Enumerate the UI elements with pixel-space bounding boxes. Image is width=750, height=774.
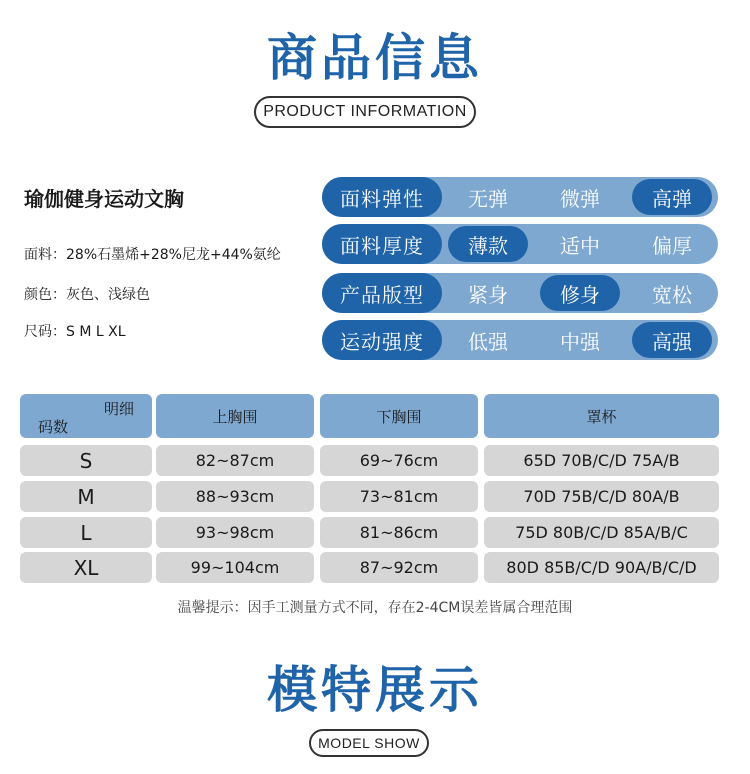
table-cell: 73~81cm: [320, 481, 478, 512]
table-size-cell: L: [20, 517, 152, 548]
attribute-option-label: 薄款: [448, 226, 528, 262]
attribute-bar: [322, 273, 718, 313]
table-cell: 69~76cm: [320, 445, 478, 476]
size-spec: 尺码：S M L XL: [24, 324, 126, 340]
attribute-option-selected: [534, 273, 626, 313]
fabric-spec: 面料：28%石墨烯+28%尼龙+44%氨纶: [24, 247, 281, 263]
measurement-note: 温馨提示：因手工测量方式不同，存在2-4CM误差皆属合理范围: [177, 600, 573, 616]
attribute-option-label: 适中: [560, 233, 600, 258]
product-name: 瑜伽健身运动文胸: [24, 187, 184, 211]
attribute-option-selected: [442, 224, 534, 264]
attribute-option-label: 高弹: [632, 179, 712, 215]
attribute-option: [626, 224, 718, 264]
attribute-option-label: 紧身: [468, 282, 508, 307]
table-size-cell: S: [20, 445, 152, 476]
table-size-cell: XL: [20, 552, 152, 583]
attribute-option-label: 低强: [468, 329, 508, 354]
attribute-option: [534, 177, 626, 217]
attribute-bar: [322, 320, 718, 360]
table-header-cell: 上胸围: [156, 394, 314, 438]
table-cell: 82~87cm: [156, 445, 314, 476]
model-section-title: 模特展示: [267, 661, 483, 719]
attribute-option-selected: [626, 320, 718, 360]
table-cell: 75D 80B/C/D 85A/B/C: [484, 517, 719, 548]
table-header-cell: 下胸围: [320, 394, 478, 438]
attribute-option: [442, 320, 534, 360]
table-cell: 70D 75B/C/D 80A/B: [484, 481, 719, 512]
section-title: 商品信息: [267, 29, 483, 87]
table-header-cell: 罩杯: [484, 394, 719, 438]
table-cell: 88~93cm: [156, 481, 314, 512]
attribute-option-label: 修身: [540, 275, 620, 311]
table-cell: 99~104cm: [156, 552, 314, 583]
attribute-option-label: 无弹: [468, 186, 508, 211]
table-cell: 81~86cm: [320, 517, 478, 548]
attribute-bar: [322, 224, 718, 264]
attribute-label: 面料弹性: [322, 177, 442, 217]
attribute-option-label: 中强: [560, 329, 600, 354]
attribute-option-label: 宽松: [652, 282, 692, 307]
section-subtitle: PRODUCT INFORMATION: [254, 96, 476, 128]
attribute-bar: [322, 177, 718, 217]
attribute-option-label: 微弹: [560, 186, 600, 211]
table-cell: 80D 85B/C/D 90A/B/C/D: [484, 552, 719, 583]
model-section-subtitle: MODEL SHOW: [309, 729, 429, 757]
attribute-option: [442, 273, 534, 313]
corner-bottom-label: 码数: [38, 418, 69, 436]
table-size-cell: M: [20, 481, 152, 512]
attribute-option: [626, 273, 718, 313]
attribute-label: 运动强度: [322, 320, 442, 360]
table-cell: 93~98cm: [156, 517, 314, 548]
attribute-option-label: 偏厚: [652, 233, 692, 258]
attribute-label: 面料厚度: [322, 224, 442, 264]
attribute-option: [442, 177, 534, 217]
attribute-option-label: 高强: [632, 322, 712, 358]
corner-top-label: 明细: [104, 400, 135, 418]
table-cell: 87~92cm: [320, 552, 478, 583]
attribute-option: [534, 224, 626, 264]
attribute-label: 产品版型: [322, 273, 442, 313]
attribute-option-selected: [626, 177, 718, 217]
table-cell: 65D 70B/C/D 75A/B: [484, 445, 719, 476]
table-corner-cell: [20, 394, 152, 438]
attribute-option: [534, 320, 626, 360]
color-spec: 颜色：灰色、浅绿色: [24, 287, 150, 303]
